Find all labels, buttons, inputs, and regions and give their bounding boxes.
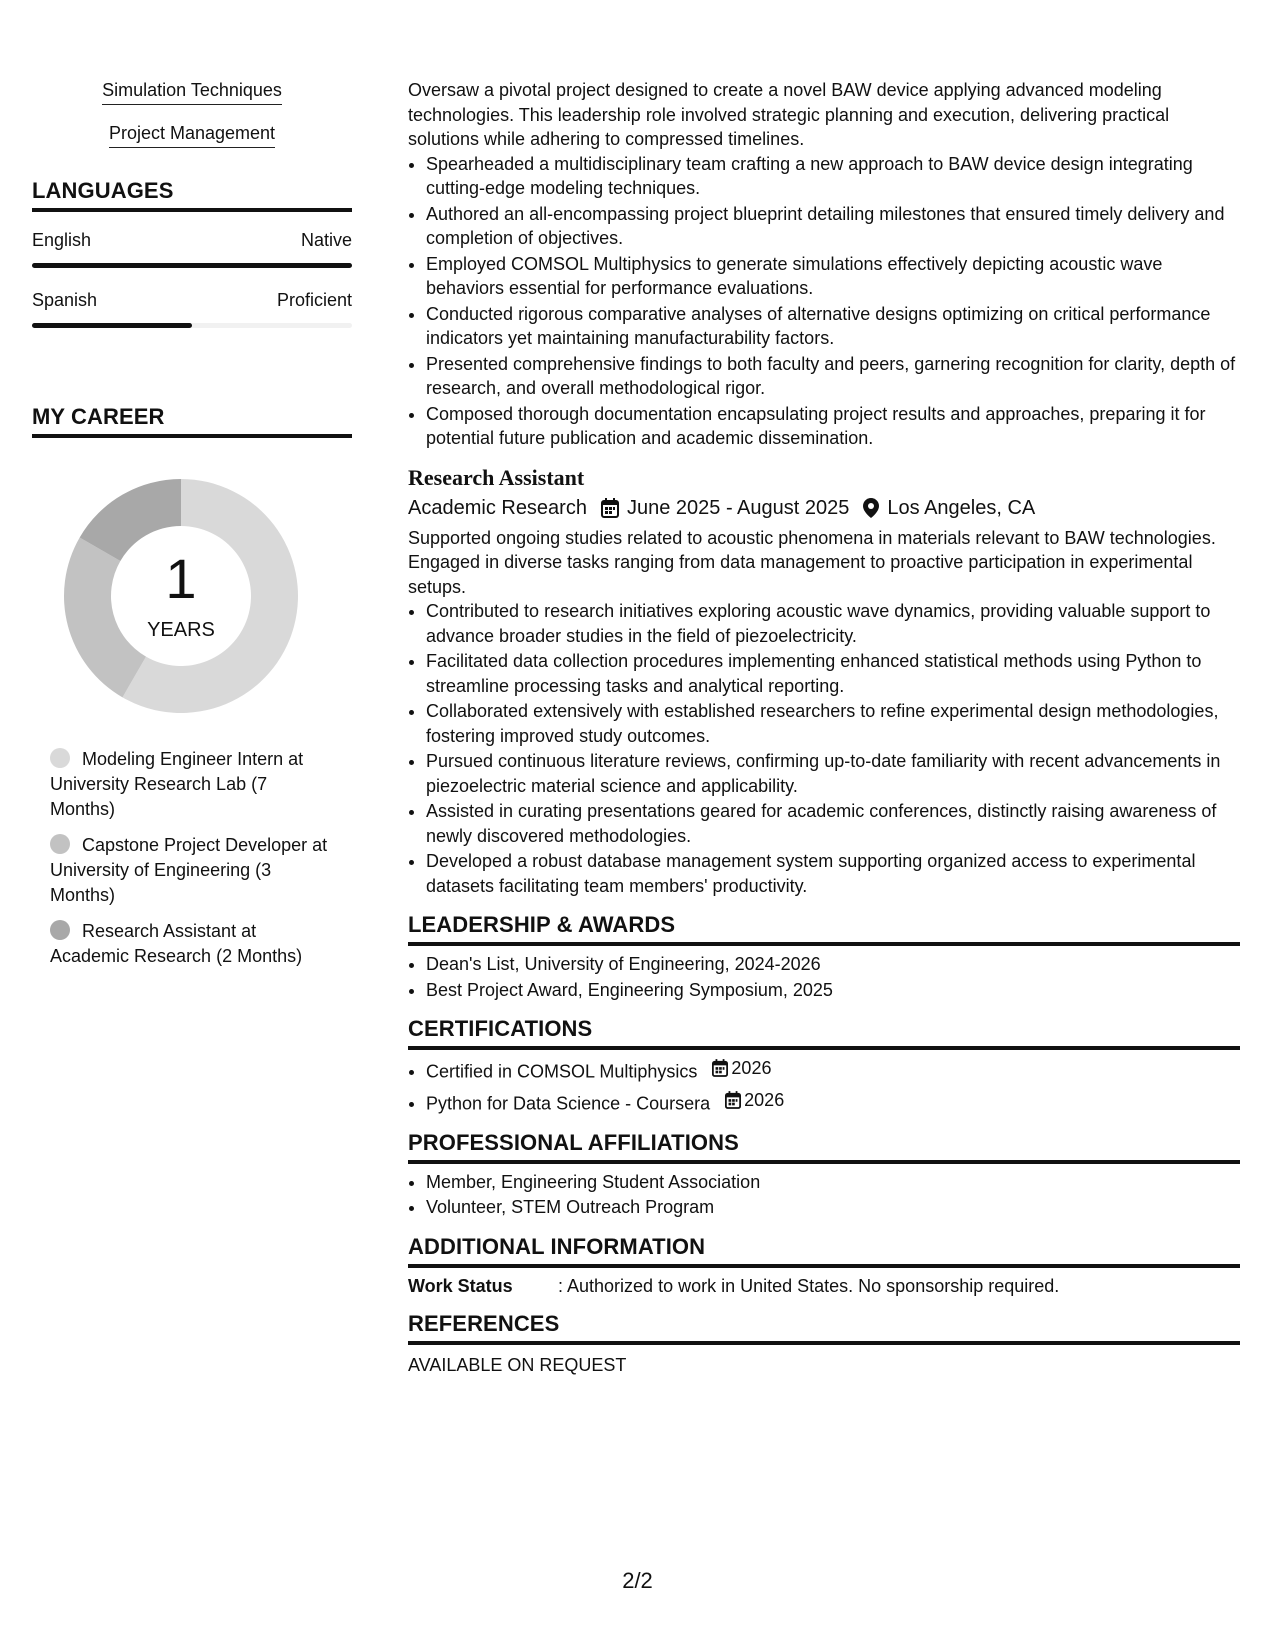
calendar-icon: [725, 1091, 741, 1109]
additional-info-heading: ADDITIONAL INFORMATION: [408, 1234, 1240, 1268]
references-heading: REFERENCES: [408, 1311, 1240, 1345]
language-item: [32, 290, 352, 328]
work-status-label: Work Status: [408, 1275, 513, 1296]
career-total-years: 1: [165, 547, 197, 610]
work-status-row: [408, 1276, 1240, 1297]
certification-year: 2026: [731, 1058, 772, 1078]
certification-year: 2026: [744, 1089, 785, 1110]
page-number: 2/2: [622, 1568, 653, 1593]
location-pin-icon: [863, 498, 879, 518]
language-item: [32, 230, 352, 268]
bullet-item: • Developed a robust database management system supporting organized access to experimental datasets facilitating team members' productivity.: [426, 849, 1240, 898]
career-heading: MY CAREER: [32, 404, 352, 438]
affiliations-list: [408, 1170, 1240, 1220]
languages-heading: LANGUAGES: [32, 178, 352, 212]
calendar-icon: [712, 1059, 728, 1077]
bullet-item: • Conducted rigorous comparative analyses of alternative designs optimizing on critical performance indicators yet maintaining manufacturability factors.: [426, 302, 1240, 351]
language-bar: [32, 263, 352, 268]
language-name: English: [32, 230, 92, 250]
job-company: Academic Research: [408, 496, 587, 519]
calendar-icon: [601, 498, 619, 518]
certification-item: • Python for Data Science - Coursera 2026: [426, 1088, 1240, 1116]
job-dates: June 2025 - August 2025: [626, 496, 850, 519]
career-years-label: YEARS: [147, 619, 215, 641]
right-column: [408, 78, 1240, 1376]
job-summary: Oversaw a pivotal project designed to create a novel BAW device applying advanced modeling technologies. This leadership role involved strategic planning and execution, delivering practical solutions while adhering to compressed timelines.: [408, 80, 1170, 149]
skill-item: Project Management: [32, 123, 352, 148]
bullet-item: • Contributed to research initiatives exploring acoustic wave dynamics, providing valuable support to advance broader studies in the field of piezoelectricity.: [426, 599, 1240, 648]
affiliations-heading: PROFESSIONAL AFFILIATIONS: [408, 1130, 1240, 1164]
certification-item: • Certified in COMSOL Multiphysics 2026: [426, 1056, 1240, 1084]
bullet-item: • Pursued continuous literature reviews, confirming up-to-date familiarity with recent advancements in piezoelectric material science and applicability.: [426, 749, 1240, 798]
career-legend-item: Modeling Engineer Intern at University Research Lab (7 Months): [50, 749, 304, 819]
references-text: AVAILABLE ON REQUEST: [408, 1354, 627, 1375]
awards-heading: LEADERSHIP & AWARDS: [408, 912, 1240, 946]
language-bar: [32, 323, 352, 328]
bullet-item: • Facilitated data collection procedures implementing enhanced statistical methods using Python to streamline processing tasks and analytical reporting.: [426, 649, 1240, 698]
career-legend-item: Research Assistant at Academic Research (2 Months): [50, 921, 303, 966]
legend-dot: [50, 748, 70, 768]
bullet-item: • Spearheaded a multidisciplinary team crafting a new approach to BAW device design integrating cutting-edge modeling techniques.: [426, 152, 1240, 201]
bullet-item: • Composed thorough documentation encapsulating project results and approaches, preparing it for potential future publication and academic dissemination.: [426, 402, 1240, 451]
legend-dot: [50, 920, 70, 940]
award-item: • Dean's List, University of Engineering, 2024-2026: [426, 952, 1240, 977]
job-summary: Supported ongoing studies related to acoustic phenomena in materials relevant to BAW technologies. Engaged in diverse tasks ranging from data management to proactive participation in experimental setups.: [408, 527, 1216, 597]
bullet-item: • Collaborated extensively with established researchers to refine experimental design methodologies, fostering improved study outcomes.: [426, 699, 1240, 748]
bullet-item: • Presented comprehensive findings to both faculty and peers, garnering recognition for clarity, depth of research, and overall methodological rigor.: [426, 352, 1240, 401]
legend-dot: [50, 834, 70, 854]
career-legend: [50, 747, 330, 969]
award-item: • Best Project Award, Engineering Symposium, 2025: [426, 978, 1240, 1003]
affiliation-item: • Volunteer, STEM Outreach Program: [426, 1195, 1240, 1220]
left-column: [32, 80, 352, 980]
job-location: Los Angeles, CA: [887, 496, 1036, 519]
language-name: Spanish: [32, 290, 98, 310]
work-status-value: : Authorized to work in United States. No sponsorship required.: [558, 1275, 1060, 1296]
bullet-item: • Authored an all-encompassing project blueprint detailing milestones that ensured timely delivery and completion of objectives.: [426, 202, 1240, 251]
job-bullets: [408, 599, 1240, 898]
bullet-item: • Employed COMSOL Multiphysics to generate simulations effectively depicting acoustic wave behaviors essential for performance evaluations.: [426, 252, 1240, 301]
language-bar-fill: [32, 263, 352, 268]
job-title: Research Assistant: [408, 464, 585, 490]
certifications-list: [408, 1056, 1240, 1116]
job-bullets: [408, 152, 1240, 451]
career-legend-item: Capstone Project Developer at University of Engineering (3 Months): [50, 835, 328, 905]
awards-list: [408, 952, 1240, 1002]
language-bar-fill: [32, 323, 192, 328]
affiliation-item: • Member, Engineering Student Association: [426, 1170, 1240, 1195]
certifications-heading: CERTIFICATIONS: [408, 1016, 1240, 1050]
skill-item: Simulation Techniques: [32, 80, 352, 105]
career-donut-chart: [56, 471, 306, 721]
language-level: Proficient: [276, 290, 352, 310]
job-meta: [408, 497, 1240, 520]
bullet-item: • Assisted in curating presentations geared for academic conferences, distinctly raising awareness of newly discovered methodologies.: [426, 799, 1240, 848]
language-level: Native: [300, 230, 352, 250]
